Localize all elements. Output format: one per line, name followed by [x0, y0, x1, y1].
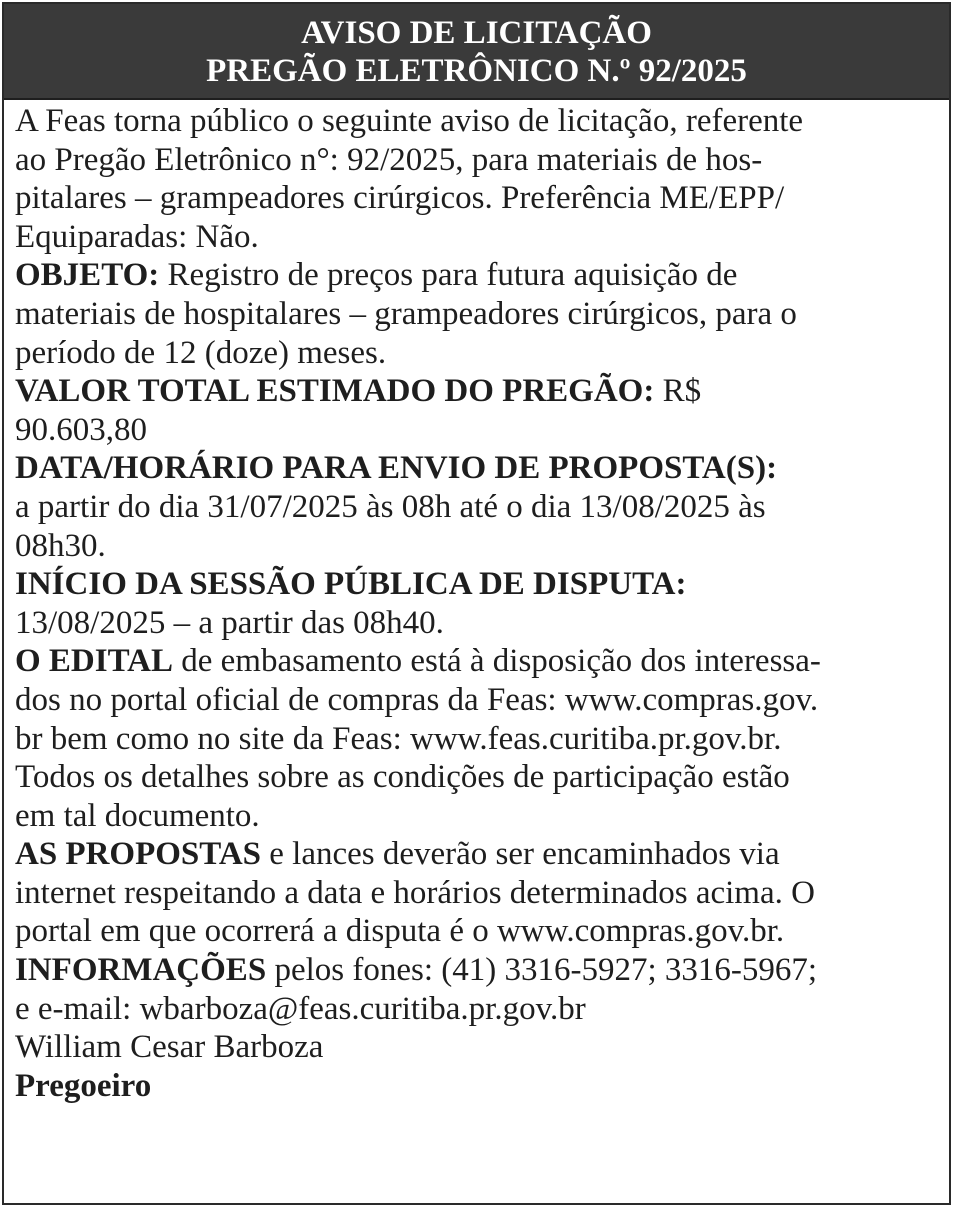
edital-text: dos no portal oficial de compras da Feas: www.compras.gov. — [15, 681, 819, 718]
notice-subtitle: PREGÃO ELETRÔNICO N.º 92/2025 — [206, 53, 747, 89]
objeto-text: Registro de preços para futura aquisição de — [159, 257, 738, 294]
signature-name: William Cesar Barboza — [15, 1029, 324, 1066]
intro-line: Equiparadas: Não. — [15, 218, 259, 255]
intro-paragraph — [15, 102, 938, 256]
intro-line: pitalares – grampeadores cirúrgicos. Preferência ME/EPP/ — [15, 180, 785, 217]
valor-label: VALOR TOTAL ESTIMADO DO PREGÃO: — [15, 373, 655, 410]
valor-paragraph — [15, 372, 938, 449]
signature-role — [15, 1067, 938, 1106]
propostas-paragraph — [15, 835, 938, 951]
edital-label: O EDITAL — [15, 643, 174, 680]
edital-text: br bem como no site da Feas: www.feas.curitiba.pr.gov.br. — [15, 720, 782, 757]
objeto-label: OBJETO: — [15, 257, 160, 294]
informacoes-text: e e-mail: wbarboza@feas.curitiba.pr.gov.br — [15, 990, 586, 1027]
signature-role-text: Pregoeiro — [15, 1067, 152, 1104]
propostas-text: internet respeitando a data e horários determinados acima. O — [15, 874, 815, 911]
valor-amount: 90.603,80 — [15, 411, 147, 448]
propostas-label: AS PROPOSTAS — [15, 836, 262, 873]
data-envio-paragraph — [15, 449, 938, 565]
informacoes-text: pelos fones: (41) 3316-5927; 3316-5967; — [266, 952, 818, 989]
data-envio-label: DATA/HORÁRIO PARA ENVIO DE PROPOSTA(S): — [15, 450, 778, 487]
propostas-text: portal em que ocorrerá a disputa é o www.compras.gov.br. — [15, 913, 785, 950]
notice-header — [4, 4, 949, 100]
intro-line: ao Pregão Eletrônico n°: 92/2025, para materiais de hos- — [15, 141, 763, 178]
edital-text: Todos os detalhes sobre as condições de participação estão — [15, 759, 790, 796]
intro-line: A Feas torna público o seguinte aviso de licitação, referente — [15, 103, 804, 139]
objeto-text: período de 12 (doze) meses. — [15, 334, 387, 371]
data-envio-text: 08h30. — [15, 527, 106, 564]
informacoes-label: INFORMAÇÕES — [15, 952, 267, 989]
notice-title: AVISO DE LICITAÇÃO — [301, 15, 652, 51]
objeto-paragraph — [15, 256, 938, 372]
edital-text: em tal documento. — [15, 797, 260, 834]
inicio-paragraph — [15, 565, 938, 642]
inicio-label: INÍCIO DA SESSÃO PÚBLICA DE DISPUTA: — [15, 566, 687, 603]
valor-currency: R$ — [654, 373, 702, 410]
notice-body — [4, 100, 949, 1105]
propostas-text: e lances deverão ser encaminhados via — [261, 836, 780, 873]
bid-notice — [2, 2, 951, 1205]
edital-text: de embasamento está à disposição dos interessa- — [173, 643, 821, 680]
edital-paragraph — [15, 642, 938, 835]
informacoes-paragraph — [15, 951, 938, 1028]
data-envio-text: a partir do dia 31/07/2025 às 08h até o dia 13/08/2025 às — [15, 488, 766, 525]
objeto-text: materiais de hospitalares – grampeadores cirúrgicos, para o — [15, 295, 797, 332]
inicio-text: 13/08/2025 – a partir das 08h40. — [15, 604, 444, 641]
